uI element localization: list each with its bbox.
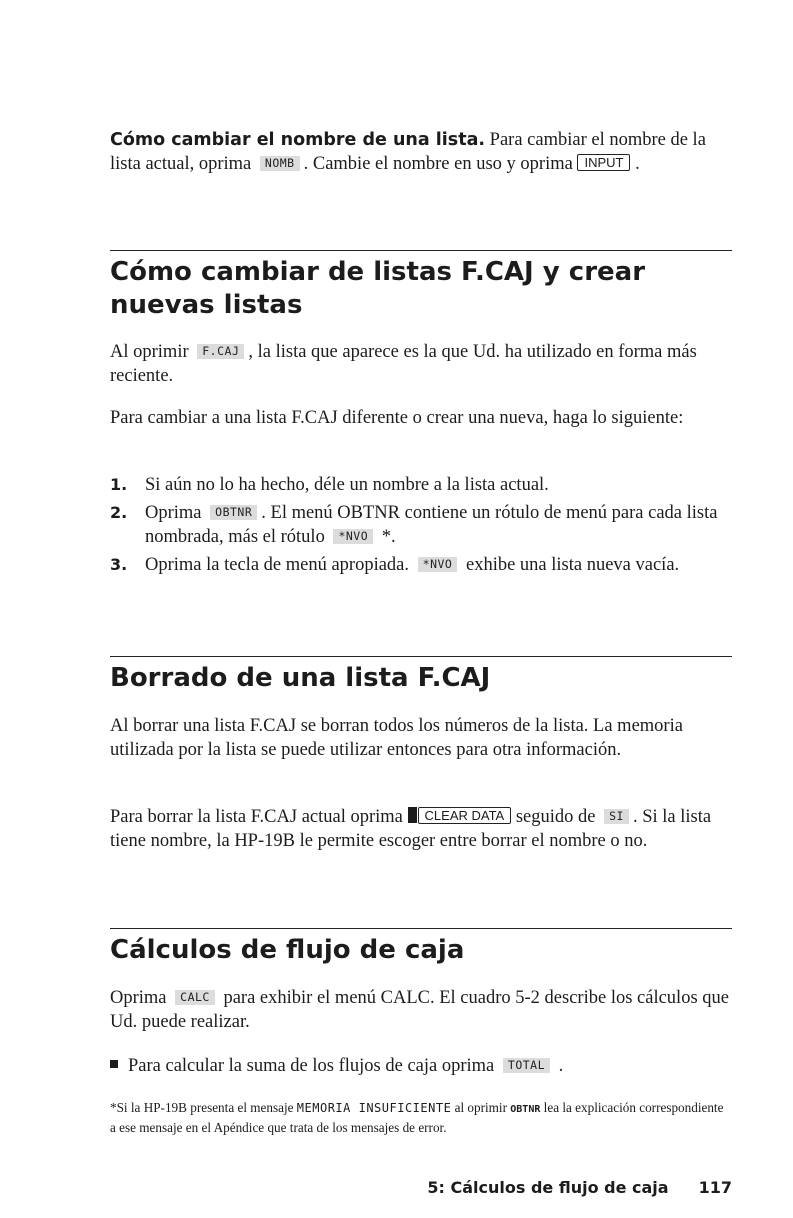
page-footer: [427, 1178, 732, 1197]
section-rule: [110, 928, 732, 929]
section-heading-borrado: Borrado de una lista F.CAJ: [110, 663, 491, 693]
chapter-title: 5: Cálculos de flujo de caja: [427, 1178, 669, 1197]
section-heading-calculos: Cálculos de flujo de caja: [110, 935, 465, 965]
text: Al oprimir: [110, 342, 194, 362]
section3-bullet: [110, 1054, 732, 1078]
footnote-message: MEMORIA INSUFICIENTE: [296, 1101, 452, 1115]
page-number: 117: [698, 1178, 732, 1197]
step-item: [110, 473, 732, 497]
nvo-softkey: *NVO: [418, 557, 458, 572]
footnote-text: lea la explicación correspondiente a ese mensaje en el Apéndice que trata de los mensajes de error.: [110, 1100, 724, 1135]
footnote-text: *Si la HP-19B presenta el mensaje: [110, 1100, 297, 1115]
step-item: [110, 501, 732, 549]
section1-paragraph-1: [110, 340, 732, 388]
section3-paragraph-1: [110, 986, 732, 1034]
section-heading-fcaj: Cómo cambiar de listas F.CAJ y crear nuevas listas: [110, 257, 646, 320]
runin-title: Cómo cambiar el nombre de una lista.: [110, 130, 486, 150]
footnote-text: al oprimir: [451, 1100, 511, 1115]
step-text: Oprima: [145, 503, 207, 523]
step-item: [110, 553, 732, 577]
text: Oprima: [110, 988, 172, 1008]
text: Para borrar la lista F.CAJ actual oprima: [110, 807, 408, 827]
footnote: [110, 1099, 732, 1137]
step-text: *.: [377, 527, 396, 547]
si-softkey: SI: [604, 809, 629, 824]
section-rule: [110, 656, 732, 657]
section2-paragraph-2: [110, 805, 732, 853]
text: .: [554, 1056, 564, 1076]
intro-paragraph: [110, 128, 732, 176]
text: , la lista que aparece es la que Ud. ha utilizado en forma más reciente.: [110, 342, 697, 386]
step-text: exhibe una lista nueva vacía.: [461, 555, 680, 575]
nvo-softkey: *NVO: [333, 529, 373, 544]
text: Para calcular la suma de los flujos de caja oprima: [128, 1056, 499, 1076]
section1-paragraph-2: Para cambiar a una lista F.CAJ diferente o crear una nueva, haga lo siguiente:: [110, 408, 684, 428]
intro-text: . Cambie el nombre en uso y oprima: [303, 154, 578, 174]
step-number: 2.: [110, 503, 128, 522]
text: para exhibir el menú CALC. El cuadro 5-2 describe los cálculos que Ud. puede realizar.: [110, 988, 729, 1032]
text: . Si la lista tiene nombre, la HP-19B le permite escoger entre borrar el nombre o no.: [110, 807, 712, 851]
section2-paragraph-1: Al borrar una lista F.CAJ se borran todos los números de la lista. La memoria utilizada por la lista se puede utilizar entonces para otra información.: [110, 716, 683, 760]
obtnr-softkey: OBTNR: [210, 505, 257, 520]
footnote-key: OBTNR: [510, 1104, 541, 1115]
shift-key-icon: [408, 807, 417, 823]
input-key: INPUT: [577, 154, 630, 171]
step-text: Oprima la tecla de menú apropiada.: [145, 555, 414, 575]
clear-data-key: CLEAR DATA: [418, 807, 512, 824]
step-number: 1.: [110, 475, 128, 494]
step-text: . El menú OBTNR contiene un rótulo de menú para cada lista nombrada, más el rótulo: [145, 503, 718, 547]
section-rule: [110, 250, 732, 251]
total-softkey: TOTAL: [503, 1058, 550, 1073]
step-number: 3.: [110, 555, 128, 574]
intro-text: .: [630, 154, 640, 174]
steps-list: [110, 473, 732, 577]
fcaj-softkey: F.CAJ: [197, 344, 244, 359]
calc-softkey: CALC: [175, 990, 215, 1005]
nomb-softkey: NOMB: [260, 156, 300, 171]
intro-text: Para cambiar el nombre de la lista actual, oprima: [110, 130, 706, 174]
step-text: Si aún no lo ha hecho, déle un nombre a la lista actual.: [145, 475, 549, 495]
bullet-icon: [110, 1060, 118, 1068]
text: seguido de: [511, 807, 601, 827]
